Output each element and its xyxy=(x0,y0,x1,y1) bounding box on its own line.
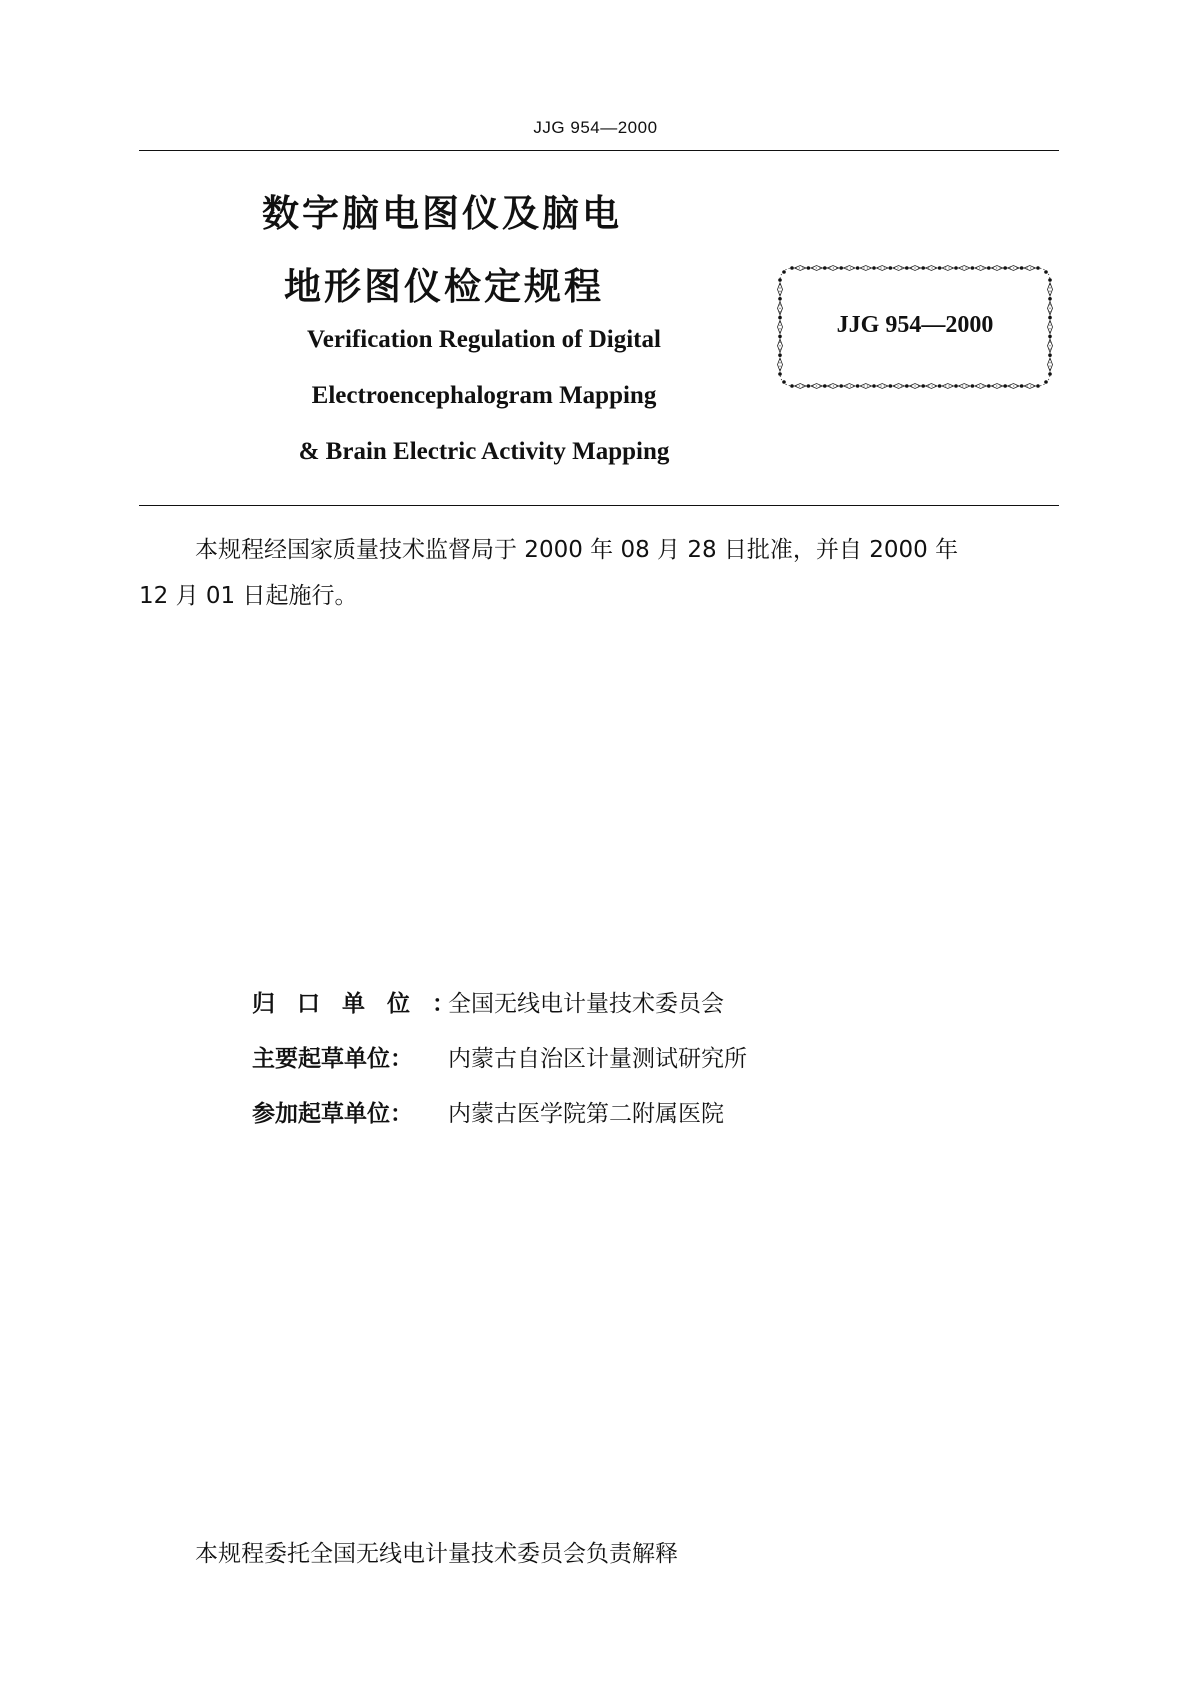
title-chinese-line-2: 地形图仪检定规程 xyxy=(284,265,604,308)
interpretation-note: 本规程委托全国无线电计量技术委员会负责解释 xyxy=(195,1541,678,1567)
title-english-line-3: & Brain Electric Activity Mapping xyxy=(298,438,670,465)
running-header-code: JJG 954—2000 xyxy=(533,118,658,137)
main-drafting-unit-row xyxy=(252,1040,747,1080)
standard-code-label: JJG 954—2000 xyxy=(836,312,994,338)
title-chinese-line-1: 数字脑电图仪及脑电 xyxy=(262,192,622,235)
main-drafting-unit-value: 内蒙古自治区计量测试研究所 xyxy=(448,1046,747,1072)
participating-drafting-unit-label: 参加起草单位： xyxy=(252,1101,413,1127)
title-english-line-2: Electroencephalogram Mapping xyxy=(311,382,657,409)
responsible-unit-label: 归口单位： xyxy=(252,991,477,1017)
approval-statement-line-1: 本规程经国家质量技术监督局于 2000 年 08 月 28 日批准，并自 2000 年 xyxy=(195,537,959,563)
responsible-unit-value: 全国无线电计量技术委员会 xyxy=(448,991,724,1017)
header-rule xyxy=(139,150,1059,151)
participating-drafting-unit-row xyxy=(252,1095,724,1135)
responsible-unit-row xyxy=(252,985,724,1025)
title-english-line-1: Verification Regulation of Digital xyxy=(307,326,661,353)
participating-drafting-unit-value: 内蒙古医学院第二附属医院 xyxy=(448,1101,724,1127)
title-rule xyxy=(139,505,1059,506)
main-drafting-unit-label: 主要起草单位： xyxy=(252,1046,413,1072)
approval-statement-line-2: 12 月 01 日起施行。 xyxy=(139,583,358,609)
